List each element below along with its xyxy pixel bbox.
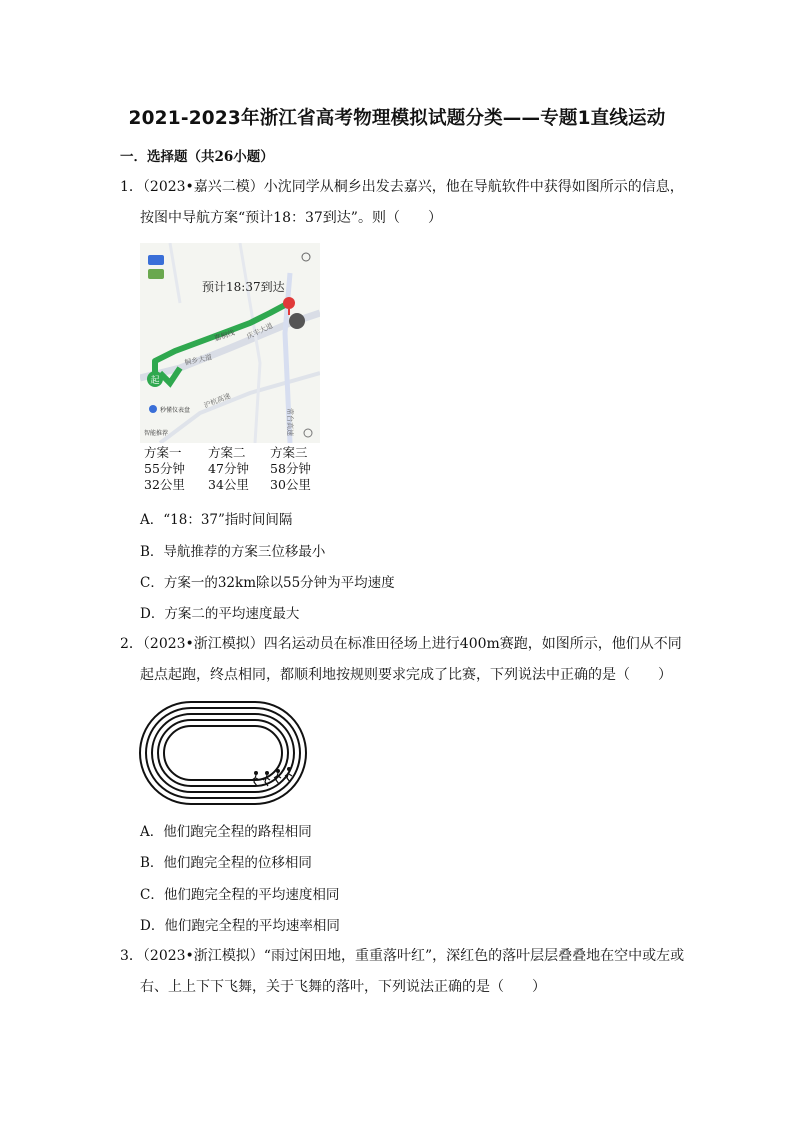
plan-name: 方案三 [270,445,308,460]
road-label: 桐乡大道 [183,353,213,367]
avatar [289,313,305,329]
q1-stem-line1: 1．（2023•嘉兴二模）小沈同学从桐乡出发去嘉兴，他在导航软件中获得如图所示的信息， [120,179,684,195]
speedometer-icon [149,405,157,413]
road-label: 常台高速 [286,408,294,436]
map-hint: 智能推荐 [144,430,169,437]
plan-time: 55分钟 [144,461,185,476]
q3-stem-line2: 右、上上下下飞舞，关于飞舞的落叶，下列说法正确的是（ ） [140,979,546,995]
navigation-map-figure [140,243,320,443]
road-label: 沪杭高速 [202,391,232,410]
q2-option-b: B．他们跑完全程的位移相同 [140,855,312,871]
plan-name: 方案二 [208,445,246,460]
map-svg [140,243,320,443]
traffic-icon [148,269,164,279]
plan-name: 方案一 [144,445,182,460]
page-title: 2021-2023年浙江省高考物理模拟试题分类——专题1直线运动 [128,108,666,129]
map-hint: 秒懂仪表盘 [160,407,191,414]
plan-distance: 30公里 [270,477,311,492]
road-label: 庆丰大道 [245,321,275,341]
plan-option [144,445,194,493]
q2-option-c: C．他们跑完全程的平均速度相同 [140,887,340,903]
section-heading: 一．选择题（共26小题） [120,149,274,165]
q3-stem-line1: 3．（2023•浙江模拟）“雨过闲田地，重重落叶红”，深红色的落叶层层叠叠地在空中或左或 [120,948,685,964]
route-plans [140,445,320,495]
running-track-figure [138,700,308,808]
q1-stem-line2: 按图中导航方案“预计18：37到达”。则（ ） [140,210,442,226]
q1-option-d: D．方案二的平均速度最大 [140,606,300,622]
plan-option [270,445,320,493]
plan-time: 58分钟 [270,461,311,476]
layer-icon [148,255,164,265]
plan-option [208,445,258,493]
start-marker-text: 起 [150,376,160,386]
q2-stem-line1: 2．（2023•浙江模拟）四名运动员在标准田径场上进行400m赛跑，如图所示，他们从不同 [120,636,682,652]
plan-distance: 34公里 [208,477,249,492]
road-label: 嘉桐线 [213,328,236,343]
q2-option-d: D．他们跑完全程的平均速率相同 [140,918,340,934]
destination-pin-icon [283,297,295,309]
plan-distance: 32公里 [144,477,185,492]
runner-icon [252,771,259,786]
plan-time: 47分钟 [208,461,249,476]
q1-option-a: A．“18：37”指时间间隔 [140,512,293,528]
q1-option-b: B．导航推荐的方案三位移最小 [140,544,326,560]
q1-option-c: C．方案一的32km除以55分钟为平均速度 [140,575,395,591]
q2-option-a: A．他们跑完全程的路程相同 [140,824,312,840]
eta-label: 预计18:37到达 [202,280,285,294]
q2-stem-line2: 起点起跑，终点相同，都顺利地按规则要求完成了比赛，下列说法中正确的是（ ） [140,667,672,683]
track-svg [138,700,308,808]
